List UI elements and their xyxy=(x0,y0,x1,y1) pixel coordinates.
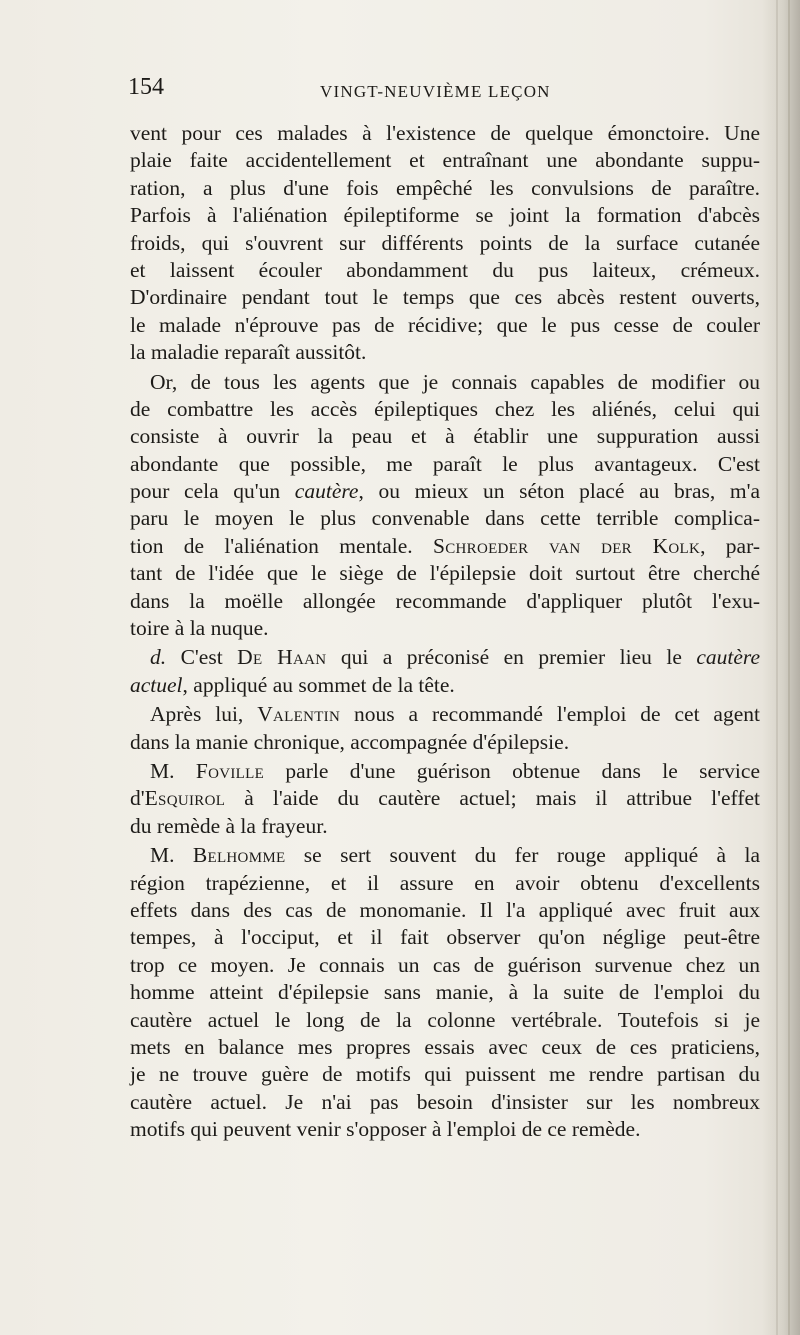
text-segment: parle d'une guérison obtenue dans le service xyxy=(264,758,760,783)
text-line xyxy=(130,451,760,478)
text-segment: , appliqué au sommet de la tête. xyxy=(182,672,455,697)
text-segment: je ne trouve guère de motifs qui puissent me rendre partisan du xyxy=(130,1062,760,1087)
text-line xyxy=(130,588,760,615)
text-line xyxy=(130,870,760,897)
author-name: Schroeder van der Kolk xyxy=(432,533,701,558)
text-segment: du remède à la frayeur. xyxy=(130,813,328,838)
text-segment: tion de l'aliénation mentale. xyxy=(130,533,433,558)
text-line xyxy=(130,533,760,560)
text-segment: D'ordinaire pendant tout le temps que ces abcès restent ouverts, xyxy=(130,285,760,310)
text-segment: , ou mieux un séton placé au bras, m'a xyxy=(358,479,761,504)
page-number: 154 xyxy=(128,74,164,100)
text-line xyxy=(130,1089,760,1116)
text-line xyxy=(130,312,760,339)
text-line xyxy=(130,897,760,924)
text-line xyxy=(130,979,760,1006)
text-line xyxy=(130,758,760,785)
text-segment: qui a préconisé en premier lieu le xyxy=(326,645,697,670)
text-line xyxy=(130,257,760,284)
text-segment: consiste à ouvrir la peau et à établir une suppuration aussi xyxy=(130,424,760,449)
page-binding-shadow xyxy=(762,0,800,1335)
text-line xyxy=(130,644,760,671)
italic-term: actuel xyxy=(130,672,183,697)
text-segment: homme atteint d'épilepsie sans manie, à la suite de l'emploi du xyxy=(130,980,760,1005)
text-segment: M. xyxy=(150,758,196,783)
text-segment: dans la moëlle allongée recommande d'appliquer plutôt l'exu- xyxy=(130,588,760,613)
text-line xyxy=(130,147,760,174)
text-segment: paru le moyen le plus convenable dans cette terrible complica- xyxy=(130,506,760,531)
author-name: Belhomme xyxy=(192,843,286,868)
text-line xyxy=(130,284,760,311)
running-head: VINGT-NEUVIÈME LEÇON xyxy=(320,82,551,101)
text-line xyxy=(130,560,760,587)
text-segment: motifs qui peuvent venir s'opposer à l'emploi de ce remède. xyxy=(130,1117,641,1142)
text-segment: ration, a plus d'une fois empêché les convulsions de paraître. xyxy=(130,175,760,200)
text-segment: nous a recommandé l'emploi de cet agent xyxy=(340,702,760,727)
text-segment: se sert souvent du fer rouge appliqué à la xyxy=(285,843,760,868)
text-line xyxy=(130,672,760,699)
text-line xyxy=(130,729,760,756)
text-segment: de combattre les accès épileptiques chez les aliénés, celui qui xyxy=(130,396,760,421)
text-segment: mets en balance mes propres essais avec ceux de ces praticiens, xyxy=(130,1034,760,1059)
text-segment: la maladie reparaît aussitôt. xyxy=(130,340,367,365)
text-segment: effets dans des cas de monomanie. Il l'a appliqué avec fruit aux xyxy=(130,897,760,922)
text-line xyxy=(130,120,760,147)
text-line xyxy=(130,615,760,642)
paragraph xyxy=(130,701,760,756)
author-name: De Haan xyxy=(237,645,327,670)
paragraph xyxy=(130,644,760,699)
text-segment: M. xyxy=(150,843,193,868)
italic-term: cautère xyxy=(696,645,760,670)
text-line xyxy=(130,813,760,840)
text-segment: Parfois à l'aliénation épileptiforme se joint la formation d'abcès xyxy=(130,203,760,228)
text-segment: Or, de tous les agents que je connais capables de modifier ou xyxy=(150,369,760,394)
text-line xyxy=(130,369,760,396)
text-line xyxy=(130,1007,760,1034)
text-line xyxy=(130,842,760,869)
body-text xyxy=(130,120,760,1143)
text-segment: le malade n'éprouve pas de récidive; que le pus cesse de couler xyxy=(130,312,760,337)
paragraph xyxy=(130,842,760,1143)
text-line xyxy=(130,701,760,728)
text-segment: d' xyxy=(130,786,145,811)
text-line xyxy=(130,339,760,366)
text-segment: pour cela qu'un xyxy=(130,479,295,504)
text-segment: trop ce moyen. Je connais un cas de guérison survenue chez un xyxy=(130,952,760,977)
text-line xyxy=(130,230,760,257)
paragraph xyxy=(130,369,760,643)
text-line xyxy=(130,478,760,505)
text-line xyxy=(130,1116,760,1143)
text-line xyxy=(130,396,760,423)
text-segment: C'est xyxy=(166,645,238,670)
italic-term: d. xyxy=(150,645,167,670)
paragraph xyxy=(130,120,760,367)
text-segment: , par- xyxy=(700,533,760,558)
text-segment: abondante que possible, me paraît le plus avantageux. C'est xyxy=(130,451,760,476)
text-segment: à l'aide du cautère actuel; mais il attribue l'effet xyxy=(225,786,760,811)
author-name: Valentin xyxy=(257,702,341,727)
italic-term: cautère xyxy=(294,479,359,504)
text-line xyxy=(130,423,760,450)
text-segment: Après lui, xyxy=(150,702,258,727)
text-line xyxy=(130,175,760,202)
author-name: Esquirol xyxy=(144,786,226,811)
page-edge-line xyxy=(788,0,790,1335)
text-segment: toire à la nuque. xyxy=(130,616,269,641)
text-line xyxy=(130,202,760,229)
text-segment: région trapézienne, et il assure en avoir obtenu d'excellents xyxy=(130,870,760,895)
text-segment: plaie faite accidentellement et entraînant une abondante suppu- xyxy=(130,148,760,173)
text-line xyxy=(130,924,760,951)
text-segment: vent pour ces malades à l'existence de quelque émonctoire. Une xyxy=(130,121,760,145)
text-segment: tempes, à l'occiput, et il fait observer qu'on néglige peut-être xyxy=(130,925,760,950)
text-segment: cautère actuel le long de la colonne vertébrale. Toutefois si je xyxy=(130,1007,760,1032)
author-name: Foville xyxy=(195,758,265,783)
text-segment: tant de l'idée que le siège de l'épilepsie doit surtout être cherché xyxy=(130,561,760,586)
text-line xyxy=(130,952,760,979)
text-segment: cautère actuel. Je n'ai pas besoin d'insister sur les nombreux xyxy=(130,1089,760,1114)
text-line xyxy=(130,1034,760,1061)
paragraph xyxy=(130,758,760,840)
text-segment: dans la manie chronique, accompagnée d'épilepsie. xyxy=(130,729,570,754)
page-edge-line xyxy=(776,0,778,1335)
text-line xyxy=(130,1061,760,1088)
text-segment: et laissent écouler abondamment du pus laiteux, crémeux. xyxy=(130,257,760,282)
text-line xyxy=(130,505,760,532)
text-line xyxy=(130,785,760,812)
text-segment: froids, qui s'ouvrent sur différents points de la surface cutanée xyxy=(130,230,760,255)
